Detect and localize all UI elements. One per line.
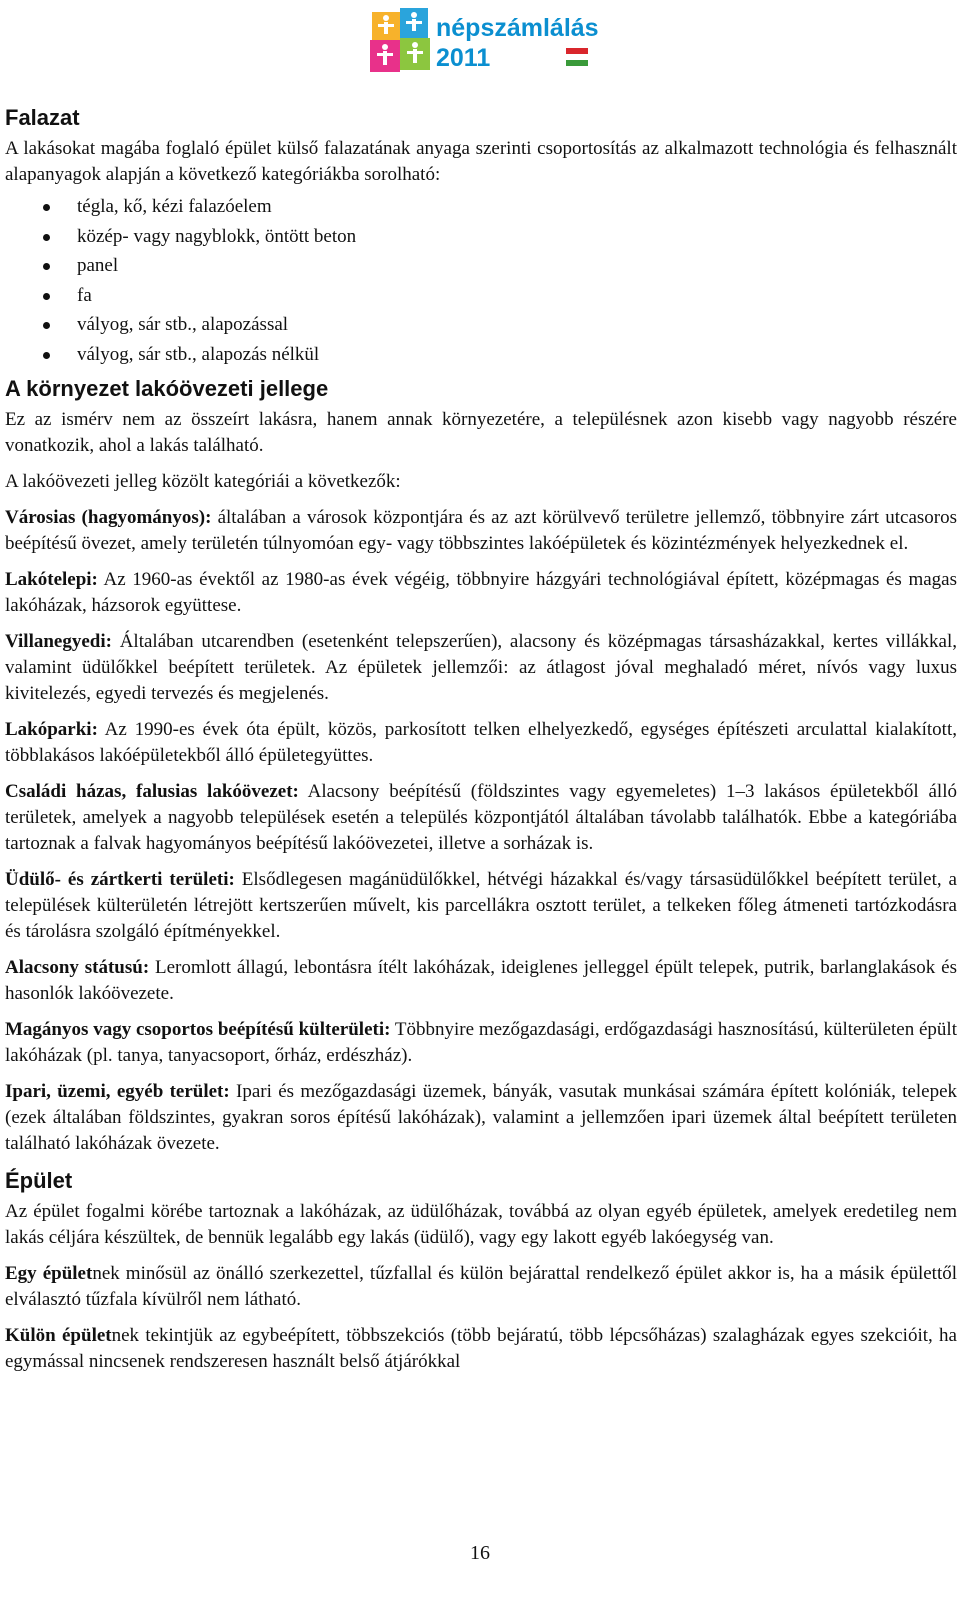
definition-term: Külön épület bbox=[5, 1325, 112, 1346]
page-number: 16 bbox=[470, 1542, 490, 1564]
epulet-p2 bbox=[5, 1261, 957, 1313]
definition-text: Alacsony beépítésű (földszintes vagy egyemeletes) 1–3 lakásos épületekből álló területek, amelyek a nagyobb települések esetén a település központjától általában távolabb találhatók. Ebbe a kategóriába tartoznak a falvak hagyományos beépítésű lakóövezetei, illetve a sorházak is. bbox=[5, 781, 957, 854]
kornyezet-p2: A lakóövezeti jelleg közölt kategóriái a következők: bbox=[5, 471, 401, 492]
definition-item bbox=[5, 717, 957, 769]
definition-term: Családi házas, falusias lakóövezet: bbox=[5, 781, 299, 802]
list-item: vályog, sár stb., alapozás nélkül bbox=[5, 340, 957, 370]
definition-item bbox=[5, 955, 957, 1007]
section-title-kornyezet: A környezet lakóövezeti jellege bbox=[5, 376, 329, 401]
definition-term: Ipari, üzemi, egyéb terület: bbox=[5, 1081, 230, 1102]
definition-text: általában a városok központjára és az azt körülvevő területre jellemző, többnyire zárt utcasoros beépítésű övezet, amely területén túlnyomóan egy- vagy többszintes lakóépületek és közintézmények helyezkednek el. bbox=[5, 507, 957, 554]
epulet-p3 bbox=[5, 1323, 957, 1375]
definition-text: Ipari és mezőgazdasági üzemek, bányák, vasutak munkásai számára épített kolóniák, telepek (ezek általában földszintes, gyakran soros építésű lakóházak), valamint a jellemzően ipari üzemek által beépített területen található lakóházak övezete. bbox=[5, 1081, 958, 1154]
list-item: közép- vagy nagyblokk, öntött beton bbox=[5, 222, 957, 252]
document-body bbox=[5, 104, 957, 1385]
definition-term: Egy épület bbox=[5, 1263, 93, 1284]
definition-text: nek minősül az önálló szerkezettel, tűzfallal és külön bejárattal rendelkező épület akkor is, ha a másik épülettől elválasztó tűzfala kívülről nem látható. bbox=[5, 1263, 957, 1310]
definition-term: Lakótelepi: bbox=[5, 569, 98, 590]
list-item: panel bbox=[5, 251, 957, 281]
definition-item bbox=[5, 505, 957, 557]
definition-item bbox=[5, 867, 957, 945]
definition-item bbox=[5, 629, 957, 707]
definition-text: Elsődlegesen magánüdülőkkel, hétvégi házakkal és/vagy társasüdülőkkel beépített terület, a települések külterületén létrejött kertszerűen művelt, kis parcellákra osztott terület, a telkeken főleg átmeneti tartózkodásra és tárolásra szolgáló építményekkel. bbox=[5, 869, 957, 942]
definition-text: nek tekintjük az egybeépített, többszekciós (több bejáratú, több lépcsőházas) szalagházak egyes szekcióit, ha egymással nincsenek rendszeresen használt belső átjárókkal bbox=[5, 1325, 957, 1372]
definition-term: Városias (hagyományos): bbox=[5, 507, 212, 528]
definition-term: Üdülő- és zártkerti területi: bbox=[5, 869, 235, 890]
definition-text: Az 1990-es évek óta épült, közös, parkosított telken elhelyezkedő, egységes építészeti arculattal kialakított, többlakásos lakóépületekből álló épületegyüttes. bbox=[5, 719, 957, 766]
definition-item bbox=[5, 779, 957, 857]
people-figures-icon bbox=[370, 6, 432, 74]
falazat-list bbox=[5, 192, 957, 369]
census-logo bbox=[370, 4, 610, 76]
definition-term: Villanegyedi: bbox=[5, 631, 112, 652]
definition-term: Alacsony státusú: bbox=[5, 957, 150, 978]
definition-text: Az 1960-as évektől az 1980-as évek végéig, többnyire házgyári technológiával épített, középmagas és magas lakóházak, házsorok együttese. bbox=[5, 569, 957, 616]
definition-text: Általában utcarendben (esetenként telepszerűen), alacsony és középmagas társasházakkal, kertes villákkal, valamint üdülőkkel beépített területek. Az épületek jellemzői: az átlagost jóval meghaladó méret, nívós vagy luxus kivitelezés, egyedi tervezés és megjelenés. bbox=[5, 631, 957, 704]
falazat-intro: A lakásokat magába foglaló épület külső falazatának anyaga szerinti csoportosítás az alkalmazott technológia és felhasznált alapanyagok alapján a következő kategóriákba sorolható: bbox=[5, 138, 957, 185]
kornyezet-p1: Ez az ismérv nem az összeírt lakásra, hanem annak környezetére, a településnek azon kisebb vagy nagyobb részére vonatkozik, ahol a lakás található. bbox=[5, 409, 957, 456]
list-item: vályog, sár stb., alapozással bbox=[5, 310, 957, 340]
definition-item bbox=[5, 1017, 957, 1069]
hungarian-flag-icon bbox=[566, 48, 588, 66]
definition-text: Többnyire mezőgazdasági, erdőgazdasági hasznosítású, külterületen épült lakóházak (pl. tanya, tanyacsoport, őrház, erdészház). bbox=[5, 1019, 957, 1066]
definition-item bbox=[5, 1079, 957, 1157]
logo-title: népszámlálás bbox=[436, 14, 599, 42]
definition-item bbox=[5, 567, 957, 619]
list-item: tégla, kő, kézi falazóelem bbox=[5, 192, 957, 222]
logo-year: 2011 bbox=[436, 44, 491, 72]
definition-text: Leromlott állagú, lebontásra ítélt lakóházak, ideiglenes jelleggel épült telepek, putrik, barlanglakások és hasonlók lakóövezete. bbox=[5, 957, 957, 1004]
list-item: fa bbox=[5, 281, 957, 311]
section-title-epulet: Épület bbox=[5, 1168, 73, 1193]
section-title-falazat: Falazat bbox=[5, 105, 80, 130]
epulet-p1: Az épület fogalmi körébe tartoznak a lakóházak, az üdülőházak, továbbá az olyan egyéb épületek, amelyek eredetileg nem lakás céljára készültek, de bennük legalább egy lakás (üdülő), vagy egy lakott egyéb lakóegység van. bbox=[5, 1201, 957, 1248]
definition-term: Magányos vagy csoportos beépítésű külterületi: bbox=[5, 1019, 391, 1040]
definition-term: Lakóparki: bbox=[5, 719, 98, 740]
